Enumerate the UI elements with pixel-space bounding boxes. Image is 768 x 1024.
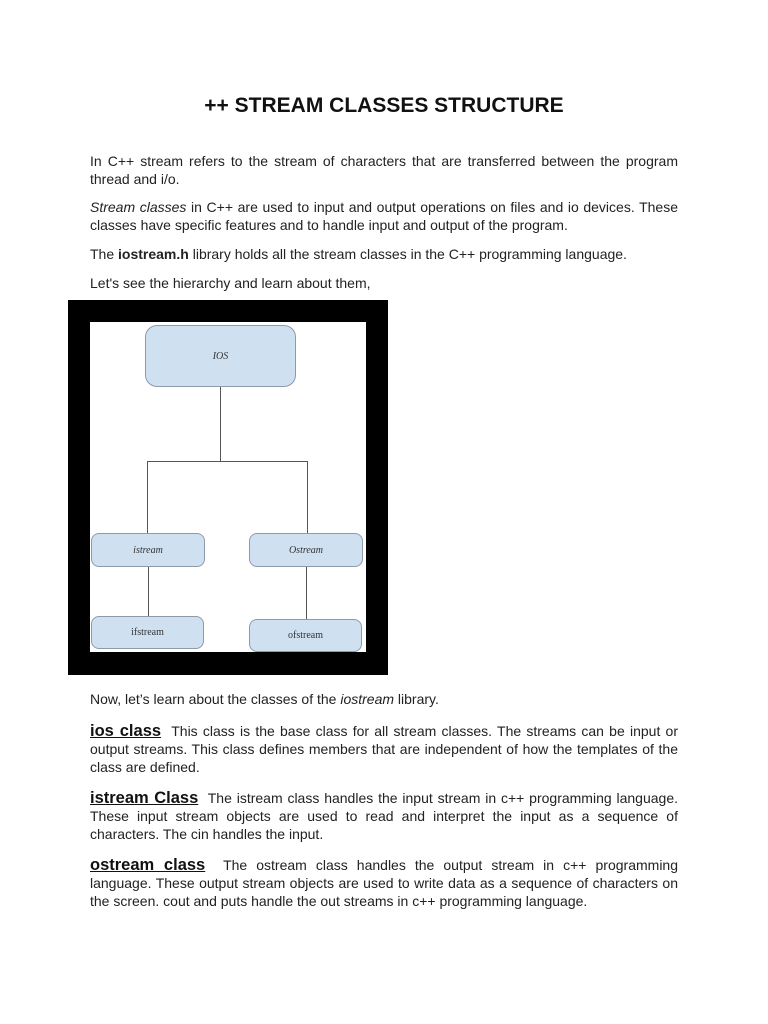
node-ios: IOS (145, 325, 296, 387)
stream-classes-text: in C++ are used to input and output operations on files and io devices. These classes have specific features and to handle input and output of the program. (90, 199, 678, 233)
hierarchy-diagram (68, 300, 388, 675)
section-text: This class is the base class for all stream classes. The streams can be input or output streams. This class defines members that are independent of how the templates of the class are defined. (90, 723, 678, 775)
section-text: The ostream class handles the output stream in c++ programming language. These output stream objects are used to write data as a sequence of characters on the screen. cout and puts handle the out streams in c++ programming language. (90, 857, 678, 909)
stream-classes-paragraph (90, 198, 678, 234)
section-heading: ios class (90, 722, 162, 740)
section-istream (90, 789, 678, 843)
node-ostream: Ostream (249, 533, 363, 567)
node-ifstream: ifstream (91, 616, 204, 649)
section-heading: istream Class (90, 789, 199, 807)
text: Now, let’s learn about the classes of the (90, 691, 341, 707)
page-title: ++ STREAM CLASSES STRUCTURE (204, 94, 564, 117)
node-ofstream: ofstream (249, 619, 362, 652)
text: The (90, 246, 119, 262)
library-paragraph (90, 245, 678, 263)
section-heading: ostream class (90, 856, 206, 874)
section-ios (90, 722, 678, 776)
classes-intro (90, 690, 678, 708)
node-istream: istream (91, 533, 205, 567)
stream-classes-italic: Stream classes (90, 199, 187, 215)
text: library. (394, 691, 439, 707)
section-text: The istream class handles the input stream in c++ programming language. These input stream objects are used to read and interpret the input as a sequence of characters. The cin handles the input. (90, 790, 679, 842)
intro-paragraph: In C++ stream refers to the stream of characters that are transferred between the program thread and i/o. (90, 153, 678, 187)
hierarchy-intro: Let's see the hierarchy and learn about them, (90, 275, 371, 291)
iostream-italic: iostream (340, 691, 395, 707)
text: library holds all the stream classes in the C++ programming language. (188, 246, 627, 262)
iostream-h-bold: iostream.h (118, 246, 189, 262)
section-ostream (90, 856, 678, 910)
